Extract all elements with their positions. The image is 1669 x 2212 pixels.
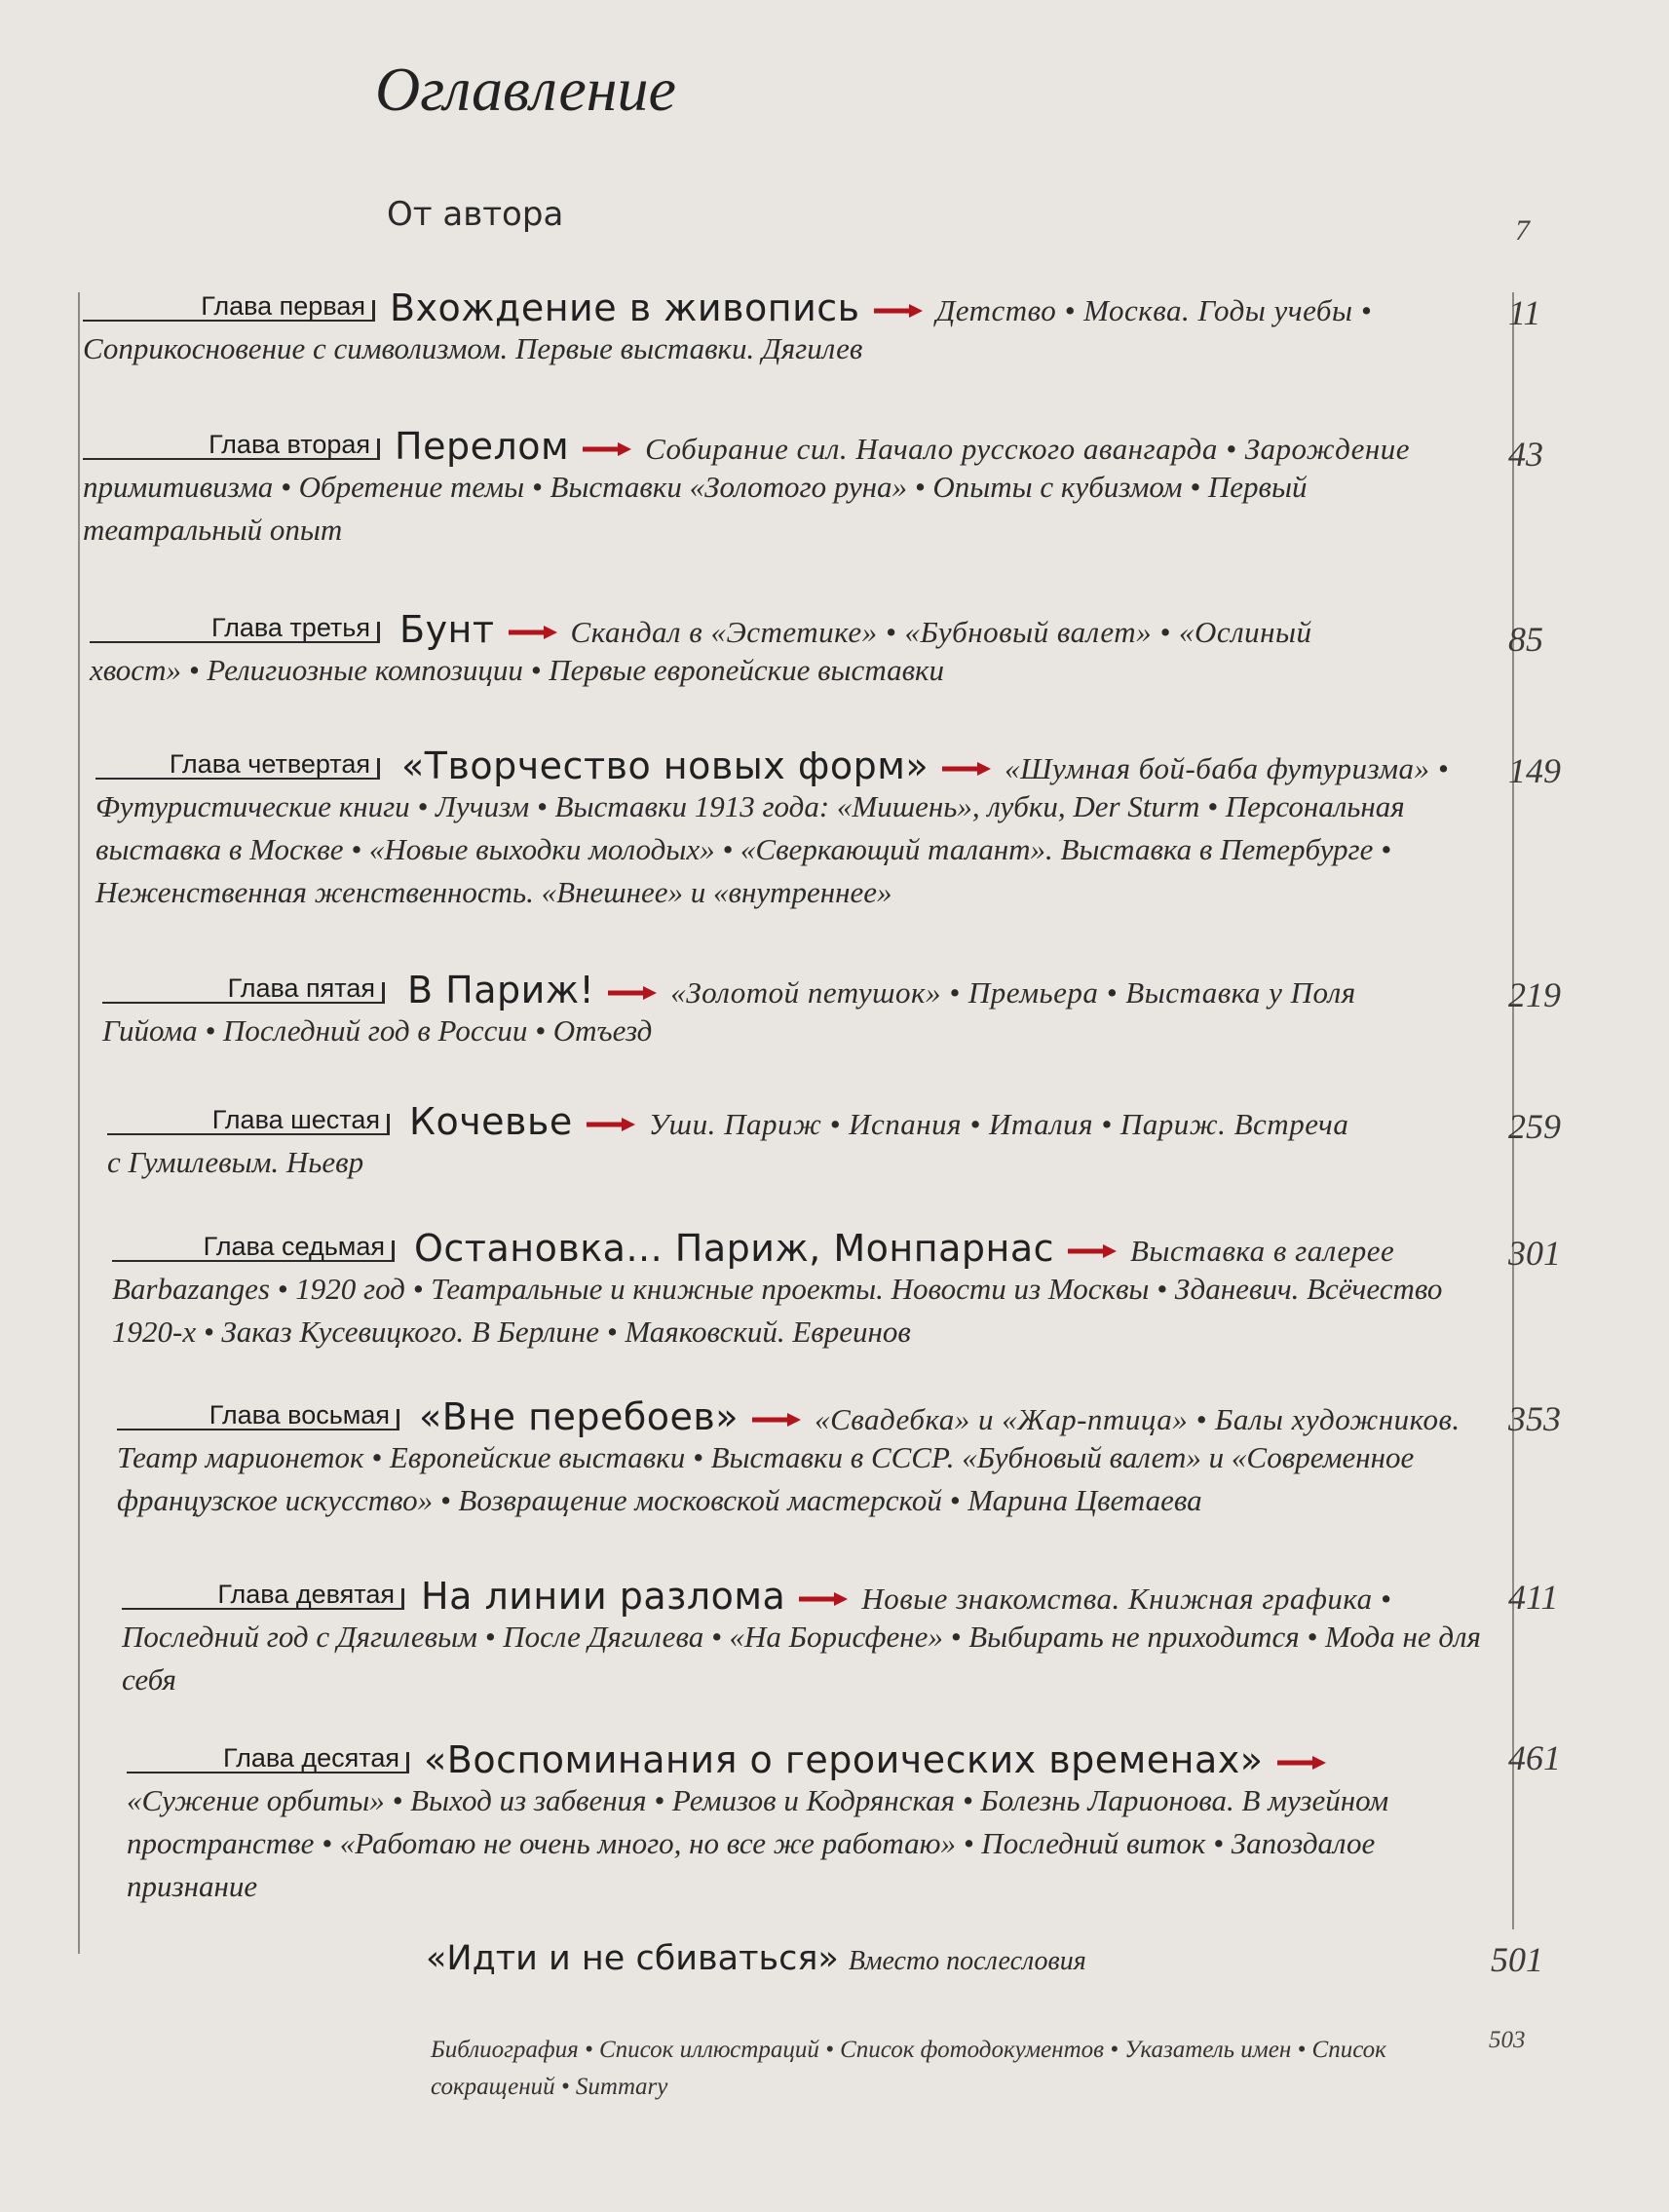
chapter-page-number: 219: [1508, 975, 1561, 1014]
chapter-label: Глава восьмая: [117, 1401, 399, 1430]
chapter-heading: [424, 1738, 1340, 1781]
chapter-subtopics: Гийома • Последний год в России • Отъезд: [102, 1013, 653, 1048]
chapter-subtopics: Последний год с Дягилевым • После Дягилева • «На Борисфене» • Выбирать не приходится • Мода не для себя: [122, 1620, 1481, 1697]
chapter-subtopics: Соприкосновение с символизмом. Первые выставки. Дягилев: [83, 331, 863, 365]
chapter-entry: [112, 1223, 1496, 1354]
chapter-subtopics-first-line: «Свадебка» и «Жар-птица» • Балы художников.: [815, 1402, 1460, 1436]
afterword-title: «Идти и не сбиваться»: [426, 1939, 839, 1978]
intro-page-number: 7: [1515, 214, 1530, 247]
afterword-subtitle: Вместо послесловия: [848, 1946, 1086, 1976]
chapter-entry: [107, 1096, 1496, 1184]
chapter-label: Глава четвертая: [95, 750, 380, 780]
arrow-icon: [942, 762, 991, 776]
chapter-subtopics: Barbazanges • 1920 год • Театральные и книжные проекты. Новости из Москвы • Зданевич. Всёчество 1920-х • Заказ Кусевицкого. В Берлине • Маяковский. Евреинов: [112, 1272, 1443, 1349]
arrow-icon: [799, 1592, 848, 1606]
arrow-icon: [1068, 1244, 1117, 1258]
chapter-label: Глава шестая: [107, 1106, 390, 1135]
chapter-page-number: 259: [1508, 1107, 1561, 1146]
arrow-icon: [509, 626, 557, 639]
chapter-page-number: 43: [1508, 435, 1543, 474]
chapter-subtopics-first-line: Собирание сил. Начало русского авангарда • Зарождение: [645, 432, 1411, 466]
arrow-icon: [1277, 1756, 1326, 1770]
chapter-subtopics-first-line: «Шумная бой-баба футуризма» •: [1005, 751, 1450, 785]
chapter-subtopics-first-line: Выставка в галерее: [1130, 1234, 1395, 1268]
chapter-subtopics: с Гумилевым. Ньевр: [107, 1145, 364, 1179]
chapter-page-number: 149: [1508, 751, 1561, 790]
chapter-subtopics: хвост» • Религиозные композиции • Первые европейские выставки: [90, 653, 945, 687]
backmatter-page-number: 503: [1489, 2027, 1526, 2053]
chapter-title: «Воспоминания о героических временах»: [424, 1738, 1264, 1781]
chapter-subtopics-first-line: Уши. Париж • Испания • Италия • Париж. Встреча: [648, 1107, 1349, 1141]
chapter-title: «Вне перебоев»: [419, 1395, 740, 1438]
chapter-subtopics: примитивизма • Обретение темы • Выставки «Золотого руна» • Опыты с кубизмом • Первый театральный опыт: [83, 470, 1308, 547]
chapter-page-number: 11: [1508, 293, 1541, 332]
chapter-subtopics: Театр марионеток • Европейские выставки • Выставки в СССР. «Бубновый валет» и «Современное французское искусство» • Возвращение московской мастерской • Марина Цветаева: [117, 1440, 1415, 1517]
chapter-title: В Париж!: [407, 969, 595, 1011]
chapter-entry: [122, 1571, 1496, 1701]
chapter-heading: [399, 608, 1312, 651]
chapter-label: Глава седьмая: [112, 1233, 395, 1262]
chapter-heading: [390, 286, 1372, 329]
chapter-heading: [409, 1100, 1348, 1143]
chapter-entry: [90, 604, 1496, 692]
chapter-label: Глава третья: [90, 614, 380, 643]
arrow-icon: [752, 1413, 801, 1427]
chapter-label: Глава вторая: [83, 431, 380, 460]
left-frame-line: [78, 292, 80, 1954]
chapter-label: Глава пятая: [102, 974, 385, 1004]
chapter-entry: [95, 741, 1496, 914]
chapter-page-number: 301: [1508, 1234, 1561, 1273]
chapter-label: Глава девятая: [122, 1581, 404, 1610]
chapter-label: Глава первая: [83, 292, 375, 322]
chapter-page-number: 411: [1508, 1578, 1559, 1617]
backmatter-list: Библиография • Список иллюстраций • Список фотодокументов • Указатель имен • Список сокращений • Summary: [431, 2037, 1386, 2100]
arrow-icon: [874, 304, 923, 318]
chapter-heading: [421, 1575, 1391, 1618]
chapter-title: Вхождение в живопись: [390, 286, 860, 329]
chapter-heading: [419, 1395, 1460, 1438]
chapter-subtopics: Футуристические книги • Лучизм • Выставки 1913 года: «Мишень», лубки, Der Sturm • Персональная выставка в Москве • «Новые выходки молодых» • «Сверкающий талант». Выставка в Петербурге • Неженственная женственность. «Внешнее» и «внутреннее»: [95, 789, 1405, 909]
arrow-icon: [587, 1118, 635, 1131]
chapter-heading: [407, 969, 1356, 1011]
afterword-entry: [426, 1939, 1086, 1978]
chapter-title: Бунт: [399, 608, 495, 651]
chapter-heading: [414, 1227, 1394, 1270]
chapter-page-number: 461: [1508, 1738, 1561, 1777]
chapter-subtopics-first-line: Детство • Москва. Годы учебы •: [935, 293, 1373, 327]
chapter-page-number: 353: [1508, 1399, 1561, 1438]
chapter-title: Кочевье: [409, 1100, 573, 1143]
chapter-title: Остановка... Париж, Монпарнас: [414, 1227, 1054, 1270]
chapter-label: Глава десятая: [127, 1744, 409, 1773]
chapter-subtopics: «Сужение орбиты» • Выход из забвения • Ремизов и Кодрянская • Болезнь Ларионова. В музейном пространстве • «Работаю не очень много, но все же работаю» • Последний виток • Запоздалое признание: [127, 1783, 1389, 1903]
chapter-heading: [401, 744, 1449, 787]
chapter-page-number: 85: [1508, 620, 1543, 659]
chapter-title: На линии разлома: [421, 1575, 786, 1618]
chapter-entry: [117, 1392, 1496, 1522]
arrow-icon: [608, 986, 657, 1000]
chapter-subtopics-first-line: Скандал в «Эстетике» • «Бубновый валет» • «Ослиный: [570, 615, 1312, 649]
chapter-subtopics-first-line: Новые знакомства. Книжная графика •: [861, 1582, 1392, 1616]
intro-label: От автора: [387, 195, 564, 234]
afterword-page-number: 501: [1491, 1940, 1543, 1979]
chapter-subtopics-first-line: «Золотой петушок» • Премьера • Выставка у Поля: [670, 975, 1356, 1010]
chapter-title: «Творчество новых форм»: [401, 744, 929, 787]
chapter-entry: [102, 965, 1496, 1052]
chapter-heading: [395, 425, 1410, 468]
chapter-entry: [83, 421, 1496, 552]
chapter-entry: [83, 283, 1496, 370]
page-title: Оглавление: [375, 55, 676, 124]
chapter-title: Перелом: [395, 425, 570, 468]
chapter-entry: [127, 1735, 1496, 1908]
arrow-icon: [583, 442, 631, 456]
